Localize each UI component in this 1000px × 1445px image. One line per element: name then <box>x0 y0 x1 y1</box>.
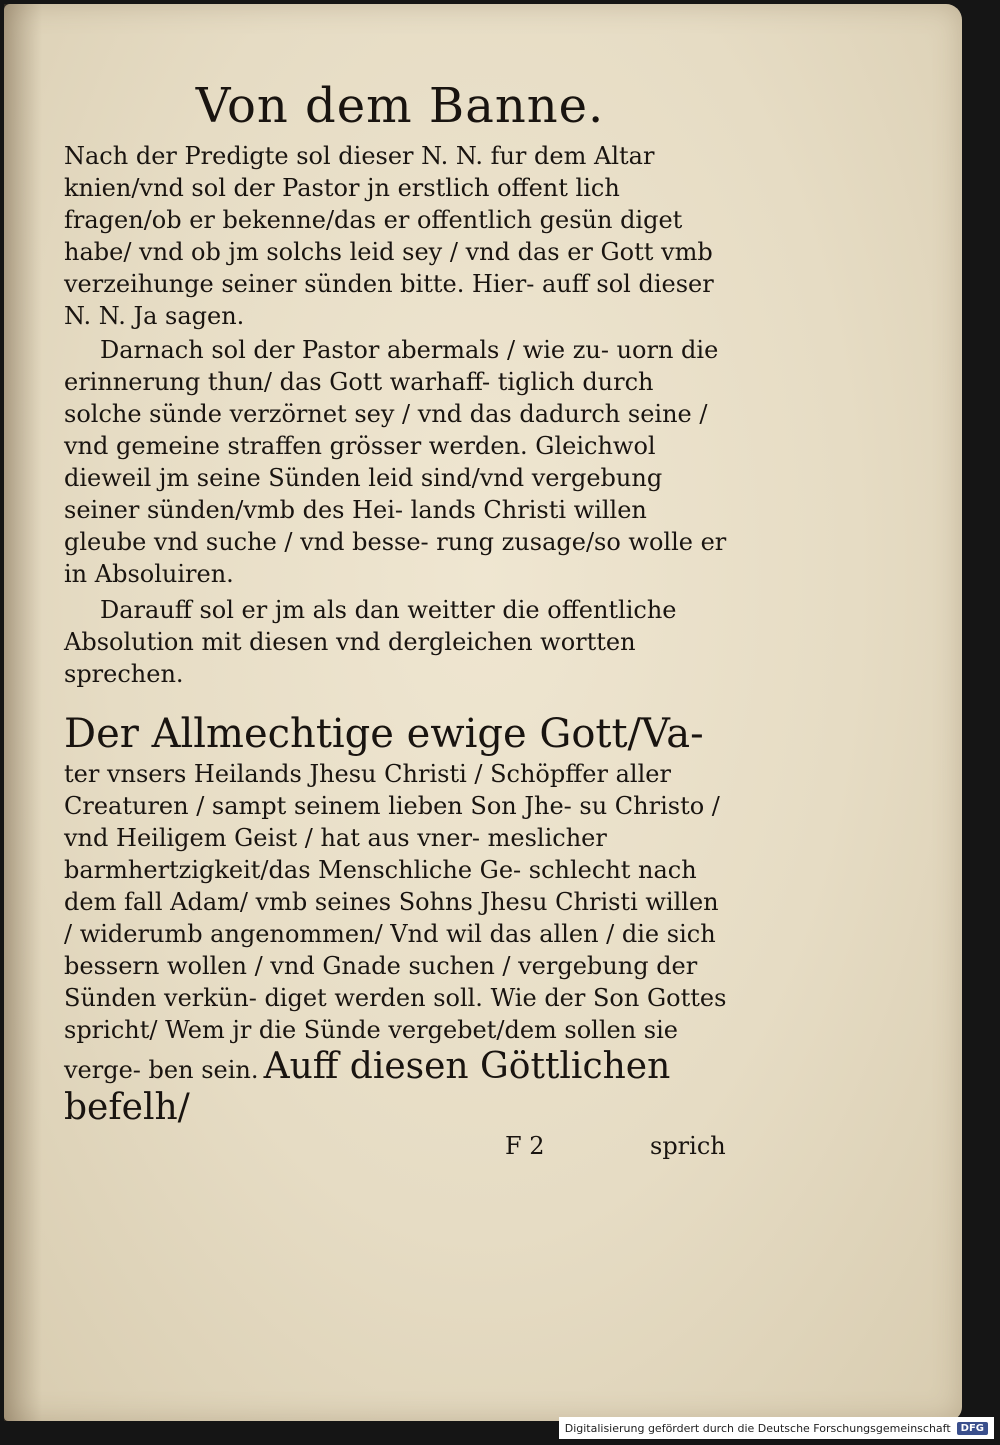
paragraph-3-block <box>64 594 734 690</box>
absolution-lead: Der Allmechtige ewige Gott/Va- <box>64 711 704 757</box>
footer-credit <box>559 1417 994 1439</box>
paragraph-2: Darnach sol der Pastor abermals / wie zu- uorn die erinnerung thun/ das Gott warhaff- tiglich durch solche sünde verzörnet sey / vnd das dadurch seine / vnd gemeine straffen grösser werden. Gleichwol dieweil jm seine Sünden leid sind/vnd vergebung seiner sünden/vmb des Hei- lands Christi willen gleube vnd suche / vnd besse- rung zusage/so wolle er in Absoluiren. <box>64 336 727 588</box>
paragraph-3: Darauff sol er jm als dan weitter die offentliche Absolution mit diesen vnd dergleichen wortten sprechen. <box>64 596 677 688</box>
footer-text: Digitalisierung gefördert durch die Deutsche Forschungsgemeinschaft <box>564 1421 951 1435</box>
catchword: sprich <box>650 1132 726 1160</box>
paragraph-1-block <box>64 140 734 332</box>
signature-mark: F 2 <box>505 1132 545 1160</box>
absolution-tail: Auff diesen Göttlichen befelh/ <box>64 1046 671 1128</box>
absolution-body: ter vnsers Heilands Jhesu Christi / Schöpffer aller Creaturen / sampt seinem lieben Son Jhe- su Christo / vnd Heiligem Geist / hat aus vner- meslicher barmhertzigkeit/das Menschliche Ge- schlecht nach dem fall Adam/ vmb seines Sohns Jhesu Christi willen / widerumb angenommen/ Vnd wil das allen / die sich bessern wollen / vnd Gnade suchen / vergebung der Sünden verkün- diget werden soll. Wie der Son Gottes spricht/ Wem jr die Sünde vergebet/dem sollen sie verge- ben sein. <box>64 760 727 1084</box>
paragraph-2-block <box>64 334 734 590</box>
absolution-text <box>64 710 734 1128</box>
dfg-logo: DFG <box>957 1422 988 1435</box>
page-heading: Von dem Banne. <box>195 78 605 134</box>
paragraph-1: Nach der Predigte sol dieser N. N. fur dem Altar knien/vnd sol der Pastor jn erstlich offent lich fragen/ob er bekenne/das er offentlich gesün diget habe/ vnd ob jm solchs leid sey / vnd das er Gott vmb verzeihunge seiner sünden bitte. Hier- auff sol dieser N. N. Ja sagen. <box>64 142 714 330</box>
